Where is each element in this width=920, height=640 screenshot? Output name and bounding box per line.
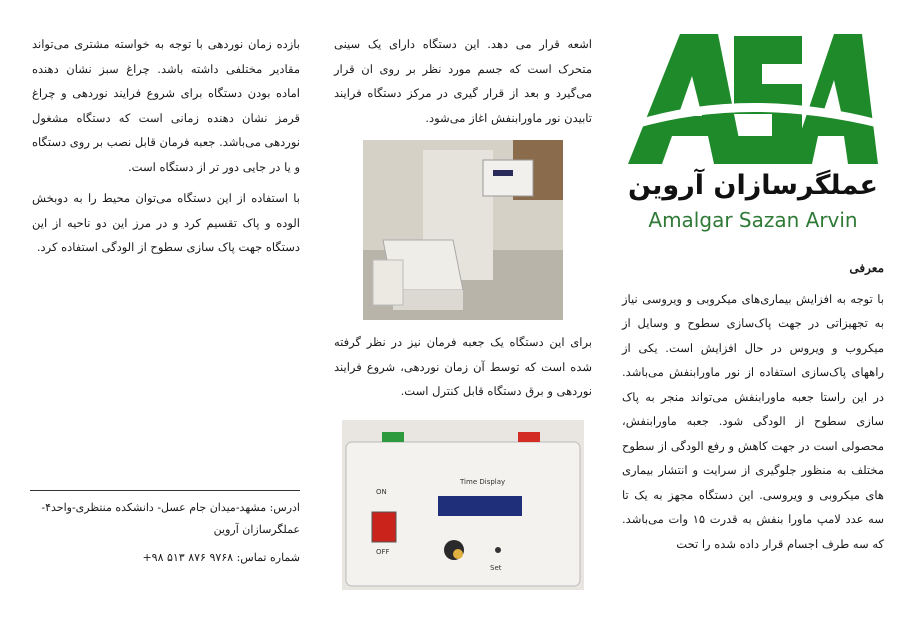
- contact-address: ادرس: مشهد-میدان جام عسل- دانشکده منتظری-واحد۴- عملگرسازان آروین: [41, 501, 300, 536]
- device-photo: [363, 140, 563, 320]
- contact-divider: [30, 490, 300, 491]
- green-indicator-icon: [382, 432, 404, 442]
- left-paragraph-2: با استفاده از این دستگاه می‌توان محیط را به دوبخش الوده و پاک تقسیم کرد و در مرز این دو ناحیه از این دستگاه جهت پاک سازی سطوح از الودگی استفاده کرد.: [32, 191, 300, 254]
- intro-column: [622, 24, 884, 563]
- contact-block: [32, 490, 300, 575]
- middle-paragraph-2: برای این دستگاه یک جعبه فرمان نیز در نظر گرفته شده است که توسط آن زمان نوردهی، شروع فرایند نوردهی و برق دستگاه قابل کنترل است.: [334, 335, 592, 398]
- middle-paragraph-1: اشعه قرار می دهد. این دستگاه دارای یک سینی متحرک است که جسم مورد نظر بر روی ان قرار می‌گیرد و بعد از قرار گیری در مرکز دستگاه فرایند تابیدن نور ماورابنفش اغاز می‌شود.: [334, 37, 592, 125]
- asa-logo-mark: [622, 24, 884, 174]
- intro-heading: معرفی: [849, 261, 884, 275]
- left-paragraph-1: بازده زمان نوردهی با توجه به خواسته مشتری می‌تواند مقادیر مختلفی داشته باشد. چراغ سبز نشان دهنده اماده بودن دستگاه برای شروع فرایند نوردهی و چراغ قرمز نشان دهنده زمانی است که دستگاه مشغول نوردهی می‌باشد. جعبه فرمان قابل نصب بر روی دستگاه و یا در جایی دور تر از دستگاه است.: [32, 37, 300, 174]
- intro-paragraph: با توجه به افزایش بیماری‌های میکروبی و ویروسی نیاز به تجهیزاتی در جهت پاک‌سازی سطوح و وسایل از میکروب و ویروس در حال افزایش است. یکی از راههای پاک‌سازی استفاده از نور ماورابنفش می‌باشد. در این راستا جعبه ماورابنفش می‌تواند منجر به پاک سازی سطوح از الودگی شود. جعبه ماورابنفش، محصولی است در جهت کاهش و رفع الودگی از سطوح مختلف به منظور جلوگیری از سرایت و انتشار بیماری های میکروبی و ویروسی. این دستگاه مجهز به یک تا سه عدد لامپ ماورا بنفش به قدرت ۱۵ وات می‌باشد. که سه طرف اجسام قرار داده شده را تحت: [622, 291, 884, 551]
- control-box-photo: [342, 420, 584, 590]
- lcd-display-icon: [438, 496, 522, 516]
- contact-phone: شماره تماس: ۹۷۶۸ ۸۷۶ ۵۱۳ ۹۸+: [142, 551, 300, 564]
- logo-english-name: Amalgar Sazan Arvin: [648, 208, 858, 232]
- company-logo: [622, 24, 884, 236]
- red-indicator-icon: [518, 432, 540, 442]
- panel-display-label: Time Display: [460, 477, 506, 486]
- panel-knob-label: Set: [490, 563, 502, 572]
- power-switch-icon: [372, 512, 396, 542]
- panel-off-label: OFF: [376, 547, 390, 556]
- panel-on-label: ON: [376, 487, 387, 496]
- middle-column: [334, 32, 592, 590]
- details-column: [32, 32, 300, 267]
- logo-persian-name: عملگرسازان آروین: [627, 170, 878, 201]
